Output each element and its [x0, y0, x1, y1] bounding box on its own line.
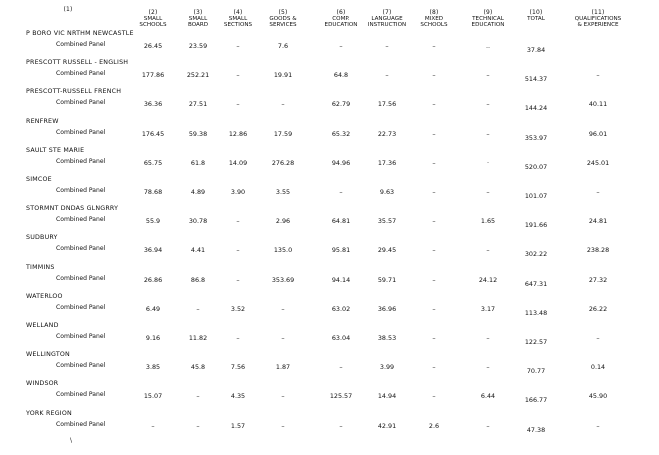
region-name: STORMNT DNDAS GLNGRRY	[26, 205, 119, 213]
column-number-1: (1)	[63, 6, 73, 13]
value-cell: –	[432, 100, 436, 109]
region-name: TIMMINS	[26, 263, 55, 271]
value-cell: 0.14	[590, 363, 606, 372]
value-cell: ..	[485, 42, 491, 50]
value-cell: –	[281, 421, 285, 430]
value-cell: 42.91	[377, 421, 397, 430]
column-header-3: SMALL BOARD	[187, 16, 209, 29]
value-cell: –	[236, 217, 240, 226]
region-name: SAULT STE MARIE	[26, 146, 85, 154]
panel-label: Combined Panel	[56, 420, 106, 428]
value-cell: –	[151, 421, 155, 430]
value-cell: 36.36	[143, 100, 163, 109]
column-number-4: (4)	[233, 9, 243, 16]
value-cell: 113.48	[524, 308, 548, 317]
value-cell: –	[432, 246, 436, 255]
value-cell: 2.96	[275, 217, 291, 226]
value-cell: 26.22	[588, 304, 608, 313]
value-cell: 64.81	[331, 217, 351, 226]
value-cell: 96.01	[588, 129, 608, 138]
value-cell: 59.38	[188, 129, 208, 138]
value-cell: –	[339, 421, 343, 430]
column-number-3: (3)	[193, 9, 203, 16]
region-name: PRESCOTT RUSSELL - ENGLISH	[26, 59, 129, 67]
panel-label: Combined Panel	[56, 70, 106, 78]
value-cell: 24.12	[478, 275, 498, 284]
stray-mark: \	[70, 437, 73, 444]
value-cell: 9.63	[379, 188, 395, 196]
value-cell: 1.57	[230, 421, 246, 430]
value-cell: –	[486, 100, 490, 109]
value-cell: 22.73	[377, 129, 397, 138]
column-header-6: COMP. EDUCATION	[324, 16, 358, 29]
value-cell: –	[432, 71, 436, 80]
value-cell: 19.91	[273, 71, 293, 80]
value-cell: 9.16	[145, 334, 161, 342]
value-cell: –	[486, 421, 490, 430]
panel-label: Combined Panel	[56, 128, 106, 136]
panel-label: Combined Panel	[56, 245, 106, 253]
value-cell: 40.11	[588, 100, 608, 109]
value-cell: 7.6	[277, 42, 289, 50]
value-cell: –	[385, 42, 389, 50]
value-cell: 38.53	[377, 334, 397, 342]
value-cell: 4.41	[190, 246, 206, 255]
panel-label: Combined Panel	[56, 216, 106, 224]
value-cell: –	[596, 421, 600, 430]
value-cell: –	[281, 392, 285, 401]
value-cell: 302.22	[524, 250, 548, 259]
region-name: WINDSOR	[26, 380, 59, 388]
value-cell: 3.85	[145, 363, 161, 372]
value-cell: 27.32	[588, 275, 608, 284]
value-cell: –	[196, 304, 200, 313]
panel-label: Combined Panel	[56, 99, 106, 107]
value-cell: 27.51	[188, 100, 208, 109]
value-cell: 125.57	[329, 392, 353, 401]
value-cell: 11.82	[188, 334, 208, 342]
value-cell: 144.24	[524, 104, 548, 113]
value-cell: 17.59	[273, 129, 293, 138]
value-cell: –	[432, 42, 436, 50]
value-cell: 245.01	[586, 158, 610, 167]
value-cell: 35.57	[377, 217, 397, 226]
value-cell: –	[486, 129, 490, 138]
value-cell: –	[432, 363, 436, 372]
value-cell: 65.32	[331, 129, 351, 138]
value-cell: –	[432, 304, 436, 313]
value-cell: –	[236, 100, 240, 109]
value-cell: 191.66	[524, 221, 548, 230]
value-cell: –	[236, 246, 240, 255]
value-cell: –	[281, 334, 285, 342]
region-name: SIMCOE	[26, 176, 52, 183]
value-cell: 78.68	[143, 188, 163, 196]
value-cell: 3.90	[230, 188, 246, 196]
column-header-7: LANGUAGE INSTRUCTION	[367, 16, 407, 29]
value-cell: –	[432, 334, 436, 342]
value-cell: 176.45	[141, 129, 165, 138]
value-cell: 166.77	[524, 396, 548, 405]
value-cell: –	[281, 100, 285, 109]
region-name: WELLAND	[26, 322, 59, 329]
value-cell: 61.8	[190, 158, 206, 167]
value-cell: 353.97	[524, 133, 548, 142]
value-cell: 36.96	[377, 304, 397, 313]
value-cell: 252.21	[186, 71, 210, 80]
value-cell: 353.69	[271, 275, 295, 284]
value-cell: 64.8	[333, 71, 349, 80]
column-header-10: TOTAL	[527, 16, 545, 22]
value-cell: 94.96	[331, 158, 351, 167]
value-cell: –	[432, 275, 436, 284]
region-name: RENFREW	[26, 117, 59, 125]
value-cell: 24.81	[588, 217, 608, 226]
region-name: WELLINGTON	[26, 351, 70, 359]
value-cell: –	[486, 334, 490, 342]
value-cell: 177.86	[141, 71, 165, 80]
value-cell: 6.44	[480, 392, 496, 401]
value-cell: –	[196, 421, 200, 430]
value-cell: 135.0	[273, 246, 293, 255]
column-header-4: SMALL SECTIONS	[223, 16, 253, 29]
region-name: WATERLOO	[26, 292, 63, 300]
value-cell: –	[596, 334, 600, 342]
value-cell: 2.6	[428, 421, 440, 430]
column-number-7: (7)	[382, 9, 392, 16]
panel-label: Combined Panel	[56, 333, 106, 340]
value-cell: 514.37	[524, 75, 548, 84]
value-cell: 12.86	[228, 129, 248, 138]
value-cell: 29.45	[377, 246, 397, 255]
value-cell: 26.45	[143, 42, 163, 50]
value-cell: 36.94	[143, 246, 163, 255]
value-cell: –	[486, 188, 490, 196]
value-cell: –	[339, 363, 343, 372]
value-cell: 17.36	[377, 158, 397, 167]
value-cell: 95.81	[331, 246, 351, 255]
value-cell: 647.31	[524, 279, 548, 288]
value-cell: –	[486, 71, 490, 80]
column-number-5: (5)	[278, 9, 288, 16]
column-number-6: (6)	[336, 9, 346, 16]
value-cell: 55.9	[145, 217, 161, 226]
column-header-9: TECHNICAL EDUCATION	[471, 16, 505, 29]
value-cell: 63.02	[331, 304, 351, 313]
value-cell: ·	[486, 158, 490, 167]
panel-label: Combined Panel	[56, 187, 106, 194]
column-header-5: GOODS & SERVICES	[269, 16, 297, 29]
value-cell: 7.56	[230, 363, 246, 372]
value-cell: 14.94	[377, 392, 397, 401]
value-cell: –	[432, 392, 436, 401]
value-cell: –	[339, 188, 343, 196]
value-cell: 62.79	[331, 100, 351, 109]
value-cell: 63.04	[331, 334, 351, 342]
value-cell: –	[432, 129, 436, 138]
value-cell: 122.57	[524, 338, 548, 346]
value-cell: 30.78	[188, 217, 208, 226]
region-name: P BORO VIC NRTHM NEWCASTLE	[26, 30, 134, 37]
value-cell: –	[596, 71, 600, 80]
value-cell: 70.77	[526, 367, 546, 376]
panel-label: Combined Panel	[56, 41, 106, 48]
value-cell: 15.07	[143, 392, 163, 401]
value-cell: –	[236, 275, 240, 284]
value-cell: –	[432, 188, 436, 196]
column-number-2: (2)	[148, 9, 158, 16]
value-cell: 26.86	[143, 275, 163, 284]
value-cell: 3.17	[480, 304, 496, 313]
value-cell: 59.71	[377, 275, 397, 284]
value-cell: –	[236, 334, 240, 342]
panel-label: Combined Panel	[56, 303, 106, 311]
value-cell: 4.89	[190, 188, 206, 196]
value-cell: 65.75	[143, 158, 163, 167]
region-name: YORK REGION	[26, 409, 72, 417]
value-cell: 238.28	[586, 246, 610, 255]
value-cell: 6.49	[145, 304, 161, 313]
value-cell: 45.8	[190, 363, 206, 372]
value-cell: 4.35	[230, 392, 246, 401]
value-cell: –	[281, 304, 285, 313]
value-cell: –	[596, 188, 600, 196]
value-cell: 520.07	[524, 162, 548, 171]
value-cell: –	[432, 158, 436, 167]
column-number-9: (9)	[483, 9, 493, 16]
value-cell: 14.09	[228, 158, 248, 167]
value-cell: 45.90	[588, 392, 608, 401]
value-cell: 276.28	[271, 158, 295, 167]
panel-label: Combined Panel	[56, 157, 106, 165]
column-header-11: QUALIFICATIONS & EXPERIENCE	[574, 16, 622, 29]
column-number-10: (10)	[529, 9, 543, 16]
value-cell: 3.99	[379, 363, 395, 372]
value-cell: 3.52	[230, 304, 246, 313]
value-cell: –	[486, 246, 490, 255]
value-cell: –	[196, 392, 200, 401]
column-number-8: (8)	[429, 9, 439, 16]
column-header-2: SMALL SCHOOLS	[139, 16, 167, 29]
region-name: PRESCOTT-RUSSELL FRENCH	[26, 88, 122, 96]
value-cell: 3.55	[275, 188, 291, 196]
value-cell: 94.14	[331, 275, 351, 284]
value-cell: –	[432, 217, 436, 226]
value-cell: 47.38	[526, 425, 546, 434]
value-cell: –	[236, 42, 240, 50]
region-name: SUDBURY	[26, 234, 58, 242]
value-cell: 1.65	[480, 217, 496, 226]
value-cell: 37.84	[526, 46, 546, 54]
value-cell: –	[486, 363, 490, 372]
panel-label: Combined Panel	[56, 391, 106, 399]
value-cell: –	[385, 71, 389, 80]
value-cell: –	[339, 42, 343, 50]
value-cell: 1.87	[275, 363, 291, 372]
panel-label: Combined Panel	[56, 274, 106, 282]
value-cell: 86.8	[190, 275, 206, 284]
value-cell: 101.07	[524, 192, 548, 200]
value-cell: 17.56	[377, 100, 397, 109]
panel-label: Combined Panel	[56, 362, 106, 370]
column-header-8: MIXED SCHOOLS	[420, 16, 448, 29]
value-cell: 23.59	[188, 42, 208, 50]
column-number-11: (11)	[591, 9, 605, 16]
value-cell: –	[236, 71, 240, 80]
